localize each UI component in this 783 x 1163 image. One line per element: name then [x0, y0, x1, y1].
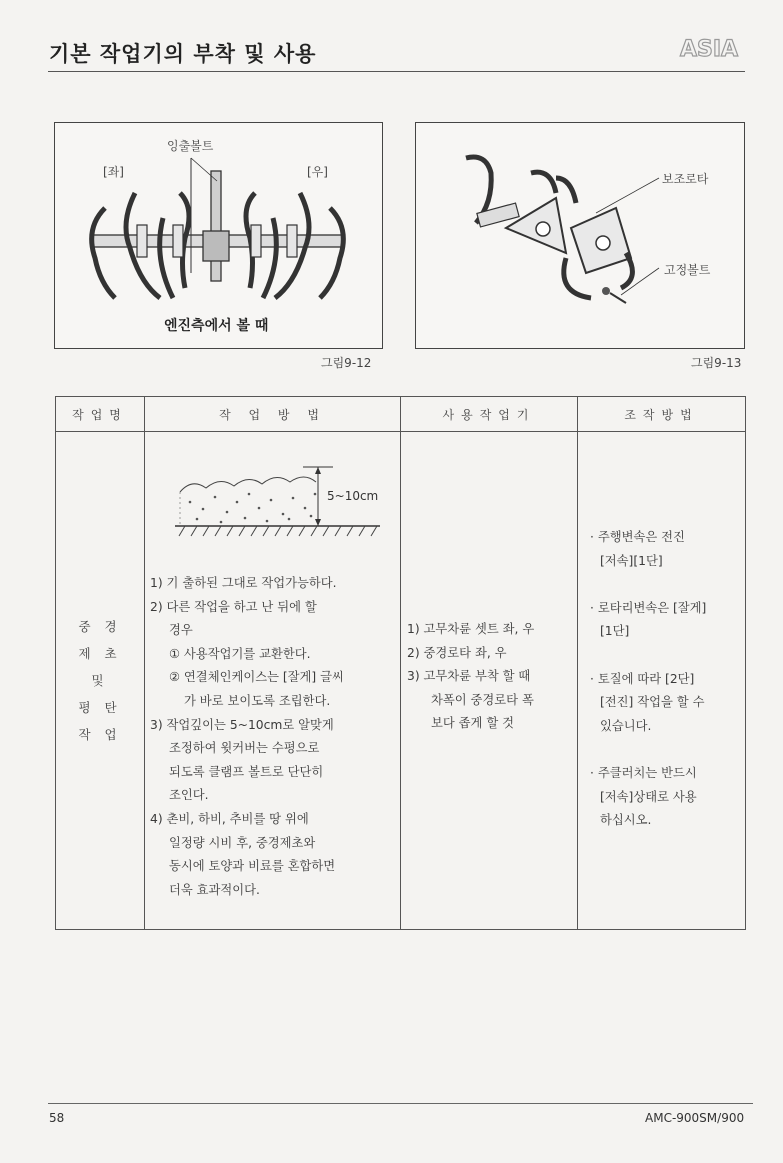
depth-label: 5~10cm — [327, 489, 379, 503]
method-line: 동시에 토양과 비료를 혼합하면 — [169, 859, 336, 874]
figure-caption: 엔진측에서 볼 때 — [164, 318, 269, 334]
method-line: 가 바로 보이도록 조립한다. — [184, 693, 331, 708]
page-number: 58 — [49, 1111, 65, 1125]
implement-list — [401, 618, 577, 736]
soil-depth-diagram — [175, 464, 385, 544]
header-implement: 사용작업기 — [401, 397, 578, 432]
implement-cell — [401, 432, 578, 930]
op-line: 하십시오. — [600, 813, 652, 828]
method-line: 더욱 효과적이다. — [169, 882, 260, 897]
name-line: 제 초 — [78, 646, 122, 661]
table-header-row — [56, 397, 746, 432]
method-line: 일정량 시비 후, 중경제초와 — [169, 835, 316, 850]
impl-line: 보다 좁게 할 것 — [431, 716, 514, 731]
name-line: 및 — [91, 673, 109, 688]
figure-number-12: 그림9-12 — [321, 356, 372, 370]
operation-list — [578, 526, 745, 833]
method-line: 조정하여 윗커버는 수평으로 — [169, 741, 320, 756]
work-method-cell — [145, 432, 401, 930]
method-line: 4) 촌비, 하비, 추비를 땅 위에 — [150, 811, 309, 826]
label-fix-bolt: 고정볼트 — [664, 263, 711, 277]
footer-rule — [48, 1103, 753, 1104]
header-work-name: 작업명 — [56, 397, 145, 432]
work-method-list — [150, 572, 395, 902]
method-line: 1) 기 출하된 그대로 작업가능하다. — [150, 576, 337, 590]
table-row — [56, 432, 746, 930]
op-line: [저속][1단] — [600, 553, 663, 568]
op-line: · 로타리변속은 [잘게] — [590, 600, 707, 615]
work-name-cell — [56, 432, 145, 930]
method-line: ① 사용작업기를 교환한다. — [169, 646, 311, 661]
page-title: 기본 작업기의 부착 및 사용 — [49, 42, 317, 66]
method-line: 경우 — [169, 623, 193, 638]
op-line: · 토질에 따라 [2단] — [590, 671, 695, 686]
label-right: [우] — [307, 165, 328, 179]
name-line: 중 경 — [78, 619, 122, 634]
auxiliary-rotor-drawing — [416, 123, 744, 348]
asia-logo — [678, 34, 746, 62]
operation-cell — [578, 432, 746, 930]
label-aux-rotor: 보조로타 — [662, 172, 709, 186]
impl-line: 차폭이 중경로타 폭 — [431, 692, 534, 707]
model-name: AMC-900SM/900 — [645, 1111, 745, 1125]
method-line: ② 연결체인케이스는 [잘게] 글씨 — [169, 670, 344, 685]
work-method-table — [55, 396, 746, 930]
figure-9-12 — [54, 122, 383, 349]
op-line: 있습니다. — [600, 718, 652, 733]
impl-line: 2) 중경로타 좌, 우 — [407, 645, 507, 660]
header-work-method: 작 업 방 법 — [145, 397, 401, 432]
label-left: [좌] — [103, 165, 124, 179]
method-line: 조인다. — [169, 788, 209, 803]
figure-9-13 — [415, 122, 745, 349]
op-line: · 주행변속은 전진 — [590, 530, 685, 544]
op-line: [1단] — [600, 624, 630, 639]
header-rule — [48, 71, 745, 72]
figure-number-13: 그림9-13 — [691, 356, 742, 370]
impl-line: 3) 고무차륜 부착 할 때 — [407, 669, 531, 684]
impl-line: 1) 고무차륜 셋트 좌, 우 — [407, 622, 535, 636]
op-line: [저속]상태로 사용 — [600, 789, 697, 804]
logo-text: ASIA — [680, 37, 739, 62]
name-line: 작 업 — [78, 727, 122, 742]
name-line: 평 탄 — [78, 700, 122, 715]
method-line: 2) 다른 작업을 하고 난 뒤에 할 — [150, 599, 317, 614]
label-bolt-top: 잉출볼트 — [167, 139, 214, 153]
method-line: 되도록 클램프 볼트로 단단히 — [169, 764, 324, 779]
header-operation: 조작방법 — [578, 397, 746, 432]
method-line: 3) 작업깊이는 5~10cm로 알맞게 — [150, 717, 334, 732]
op-line: · 주클러치는 반드시 — [590, 765, 697, 780]
op-line: [전진] 작업을 할 수 — [600, 695, 705, 710]
